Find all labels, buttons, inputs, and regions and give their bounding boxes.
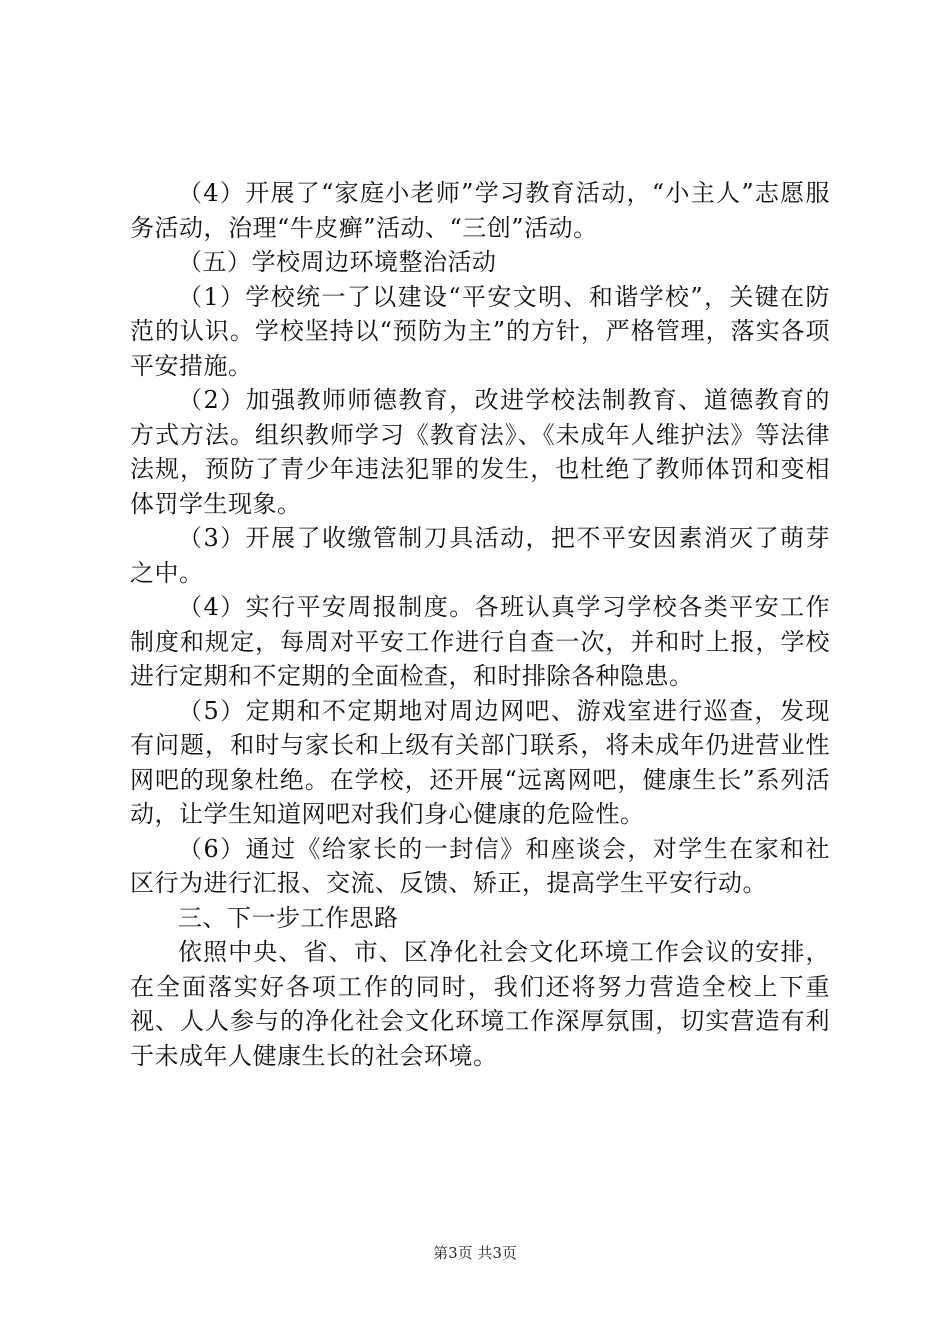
paragraph-item-3-knife-collection: （3）开展了收缴管制刀具活动，把不平安因素消灭了萌芽之中。 — [130, 524, 830, 587]
document-body — [130, 176, 830, 1073]
paragraph-item-4-weekly-report: （4）实行平安周报制度。各班认真学习学校各类平安工作制度和规定，每周对平安工作进行自查一次，并和时上报，学校进行定期和不定期的全面检查，和时排除各种隐患。 — [130, 593, 830, 690]
paragraph-item-6-parent-letter: （6）通过《给家长的一封信》和座谈会，对学生在家和社区行为进行汇报、交流、反馈、矫正，提高学生平安行动。 — [130, 834, 830, 897]
paragraph-item-2-teacher-ethics: （2）加强教师师德教育，改进学校法制教育、道德教育的方式方法。组织教师学习《教育法》、《未成年人维护法》等法律法规，预防了青少年违法犯罪的发生，也杜绝了教师体罚和变相体罚学生现象。 — [130, 386, 830, 518]
paragraph-item-5-internet-cafe-patrol: （5）定期和不定期地对周边网吧、游戏室进行巡查，发现有问题，和时与家长和上级有关部门联系，将未成年仍进营业性网吧的现象杜绝。在学校，还开展“远离网吧，健康生长”系列活动，让学生知道网吧对我们身心健康的危险性。 — [130, 696, 830, 828]
paragraph-item-4-family-teacher: （4）开展了“家庭小老师”学习教育活动，“小主人”志愿服务活动，治理“牛皮癣”活动、“三创”活动。 — [130, 179, 830, 242]
section-heading-campus-environment: （五）学校周边环境整治活动 — [178, 248, 497, 276]
paragraph-next-steps-body: 依照中央、省、市、区净化社会文化环境工作会议的安排，在全面落实好各项工作的同时，我们还将努力营造全校上下重视、人人参与的净化社会文化环境工作深厚氛围，切实营造有利于未成年人健康生长的社会环境。 — [130, 938, 830, 1070]
paragraph-item-1-safety-awareness: （1）学校统一了以建设“平安文明、和谐学校”，关键在防范的认识。学校坚持以“预防为主”的方针，严格管理，落实各项平安措施。 — [130, 282, 830, 380]
section-heading-next-steps: 三、下一步工作思路 — [178, 903, 399, 932]
page-number-footer: 第3页 共3页 — [433, 1244, 517, 1262]
